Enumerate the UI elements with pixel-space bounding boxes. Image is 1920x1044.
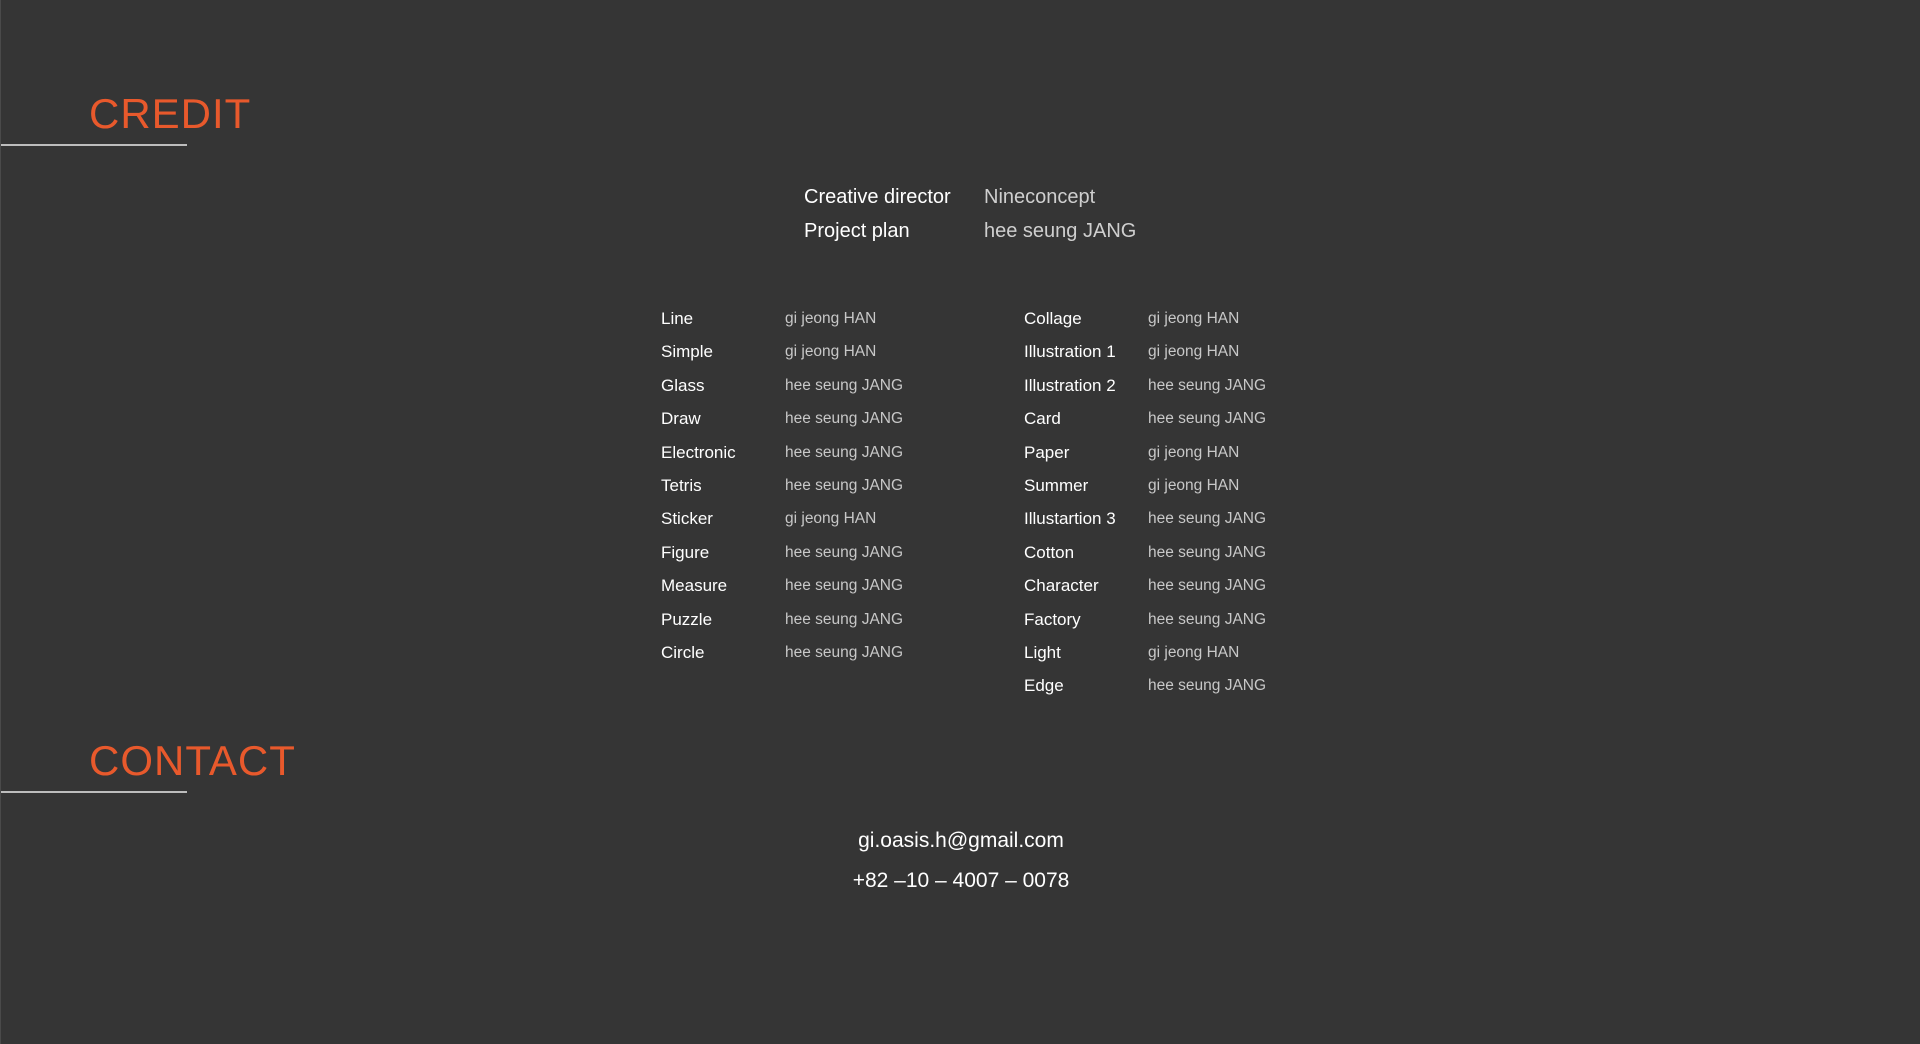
contact-divider (1, 791, 187, 793)
lead-name: Nineconcept (984, 186, 1096, 208)
credit-item: Simple (661, 342, 713, 362)
lead-role: Creative director (804, 186, 951, 208)
credit-item: Figure (661, 542, 710, 562)
credit-item: Card (1024, 409, 1061, 429)
credit-person: gi jeong HAN (1148, 443, 1240, 461)
lead-name: hee seung JANG (984, 220, 1137, 242)
credit-person: gi jeong HAN (1148, 343, 1240, 361)
lead-credits (804, 184, 1136, 244)
credit-person: hee seung JANG (1148, 577, 1267, 595)
credit-item: Glass (661, 375, 705, 395)
credit-person: hee seung JANG (1148, 410, 1267, 428)
credit-person: hee seung JANG (785, 443, 904, 461)
credit-person: hee seung JANG (1148, 376, 1267, 394)
credit-person: gi jeong HAN (785, 310, 877, 327)
credit-item: Paper (1024, 442, 1070, 462)
credit-person: hee seung JANG (1148, 543, 1267, 561)
credit-item: Summer (1024, 476, 1089, 496)
credit-person: hee seung JANG (1148, 610, 1267, 628)
credit-item: Collage (1024, 309, 1082, 328)
credit-item: Light (1024, 643, 1061, 663)
credit-item: Measure (661, 576, 728, 596)
credit-item: Factory (1024, 609, 1081, 629)
credit-person: hee seung JANG (1148, 510, 1267, 528)
credits-left-column (661, 302, 903, 669)
lead-role: Project plan (804, 220, 910, 242)
credit-person: gi jeong HAN (1148, 477, 1240, 495)
credit-item: Draw (661, 409, 701, 429)
credit-person: hee seung JANG (785, 376, 904, 394)
credit-divider (1, 144, 187, 146)
credit-item: Line (661, 309, 694, 328)
credit-person: gi jeong HAN (785, 510, 877, 528)
credit-person: gi jeong HAN (1148, 644, 1240, 662)
credit-person: gi jeong HAN (785, 343, 877, 361)
credit-item: Illustration 2 (1024, 375, 1116, 395)
credit-person: hee seung JANG (785, 543, 904, 561)
credit-person: hee seung JANG (785, 477, 904, 495)
credit-item: Sticker (661, 509, 713, 529)
contact-phone: +82 –10 – 4007 – 0078 (852, 869, 1070, 892)
credit-heading: CREDIT (89, 90, 252, 137)
credit-person: hee seung JANG (785, 644, 904, 662)
credit-item: Tetris (661, 476, 702, 496)
credit-item: Illustartion 3 (1024, 509, 1116, 529)
credit-item: Character (1024, 576, 1099, 596)
credit-item: Edge (1024, 676, 1064, 696)
credit-person: hee seung JANG (785, 410, 904, 428)
credit-item: Cotton (1024, 542, 1075, 562)
credit-person: hee seung JANG (785, 610, 904, 628)
credit-item: Electronic (661, 442, 736, 462)
credit-person: hee seung JANG (1148, 677, 1267, 695)
contact-email[interactable]: gi.oasis.h@gmail.com (858, 829, 1064, 852)
credit-item: Illustration 1 (1024, 342, 1116, 362)
credit-item: Circle (661, 643, 705, 663)
contact-heading: CONTACT (89, 737, 296, 784)
credits-right-column (1024, 302, 1266, 703)
credit-item: Puzzle (661, 609, 713, 629)
credit-person: gi jeong HAN (1148, 310, 1240, 327)
credit-person: hee seung JANG (785, 577, 904, 595)
